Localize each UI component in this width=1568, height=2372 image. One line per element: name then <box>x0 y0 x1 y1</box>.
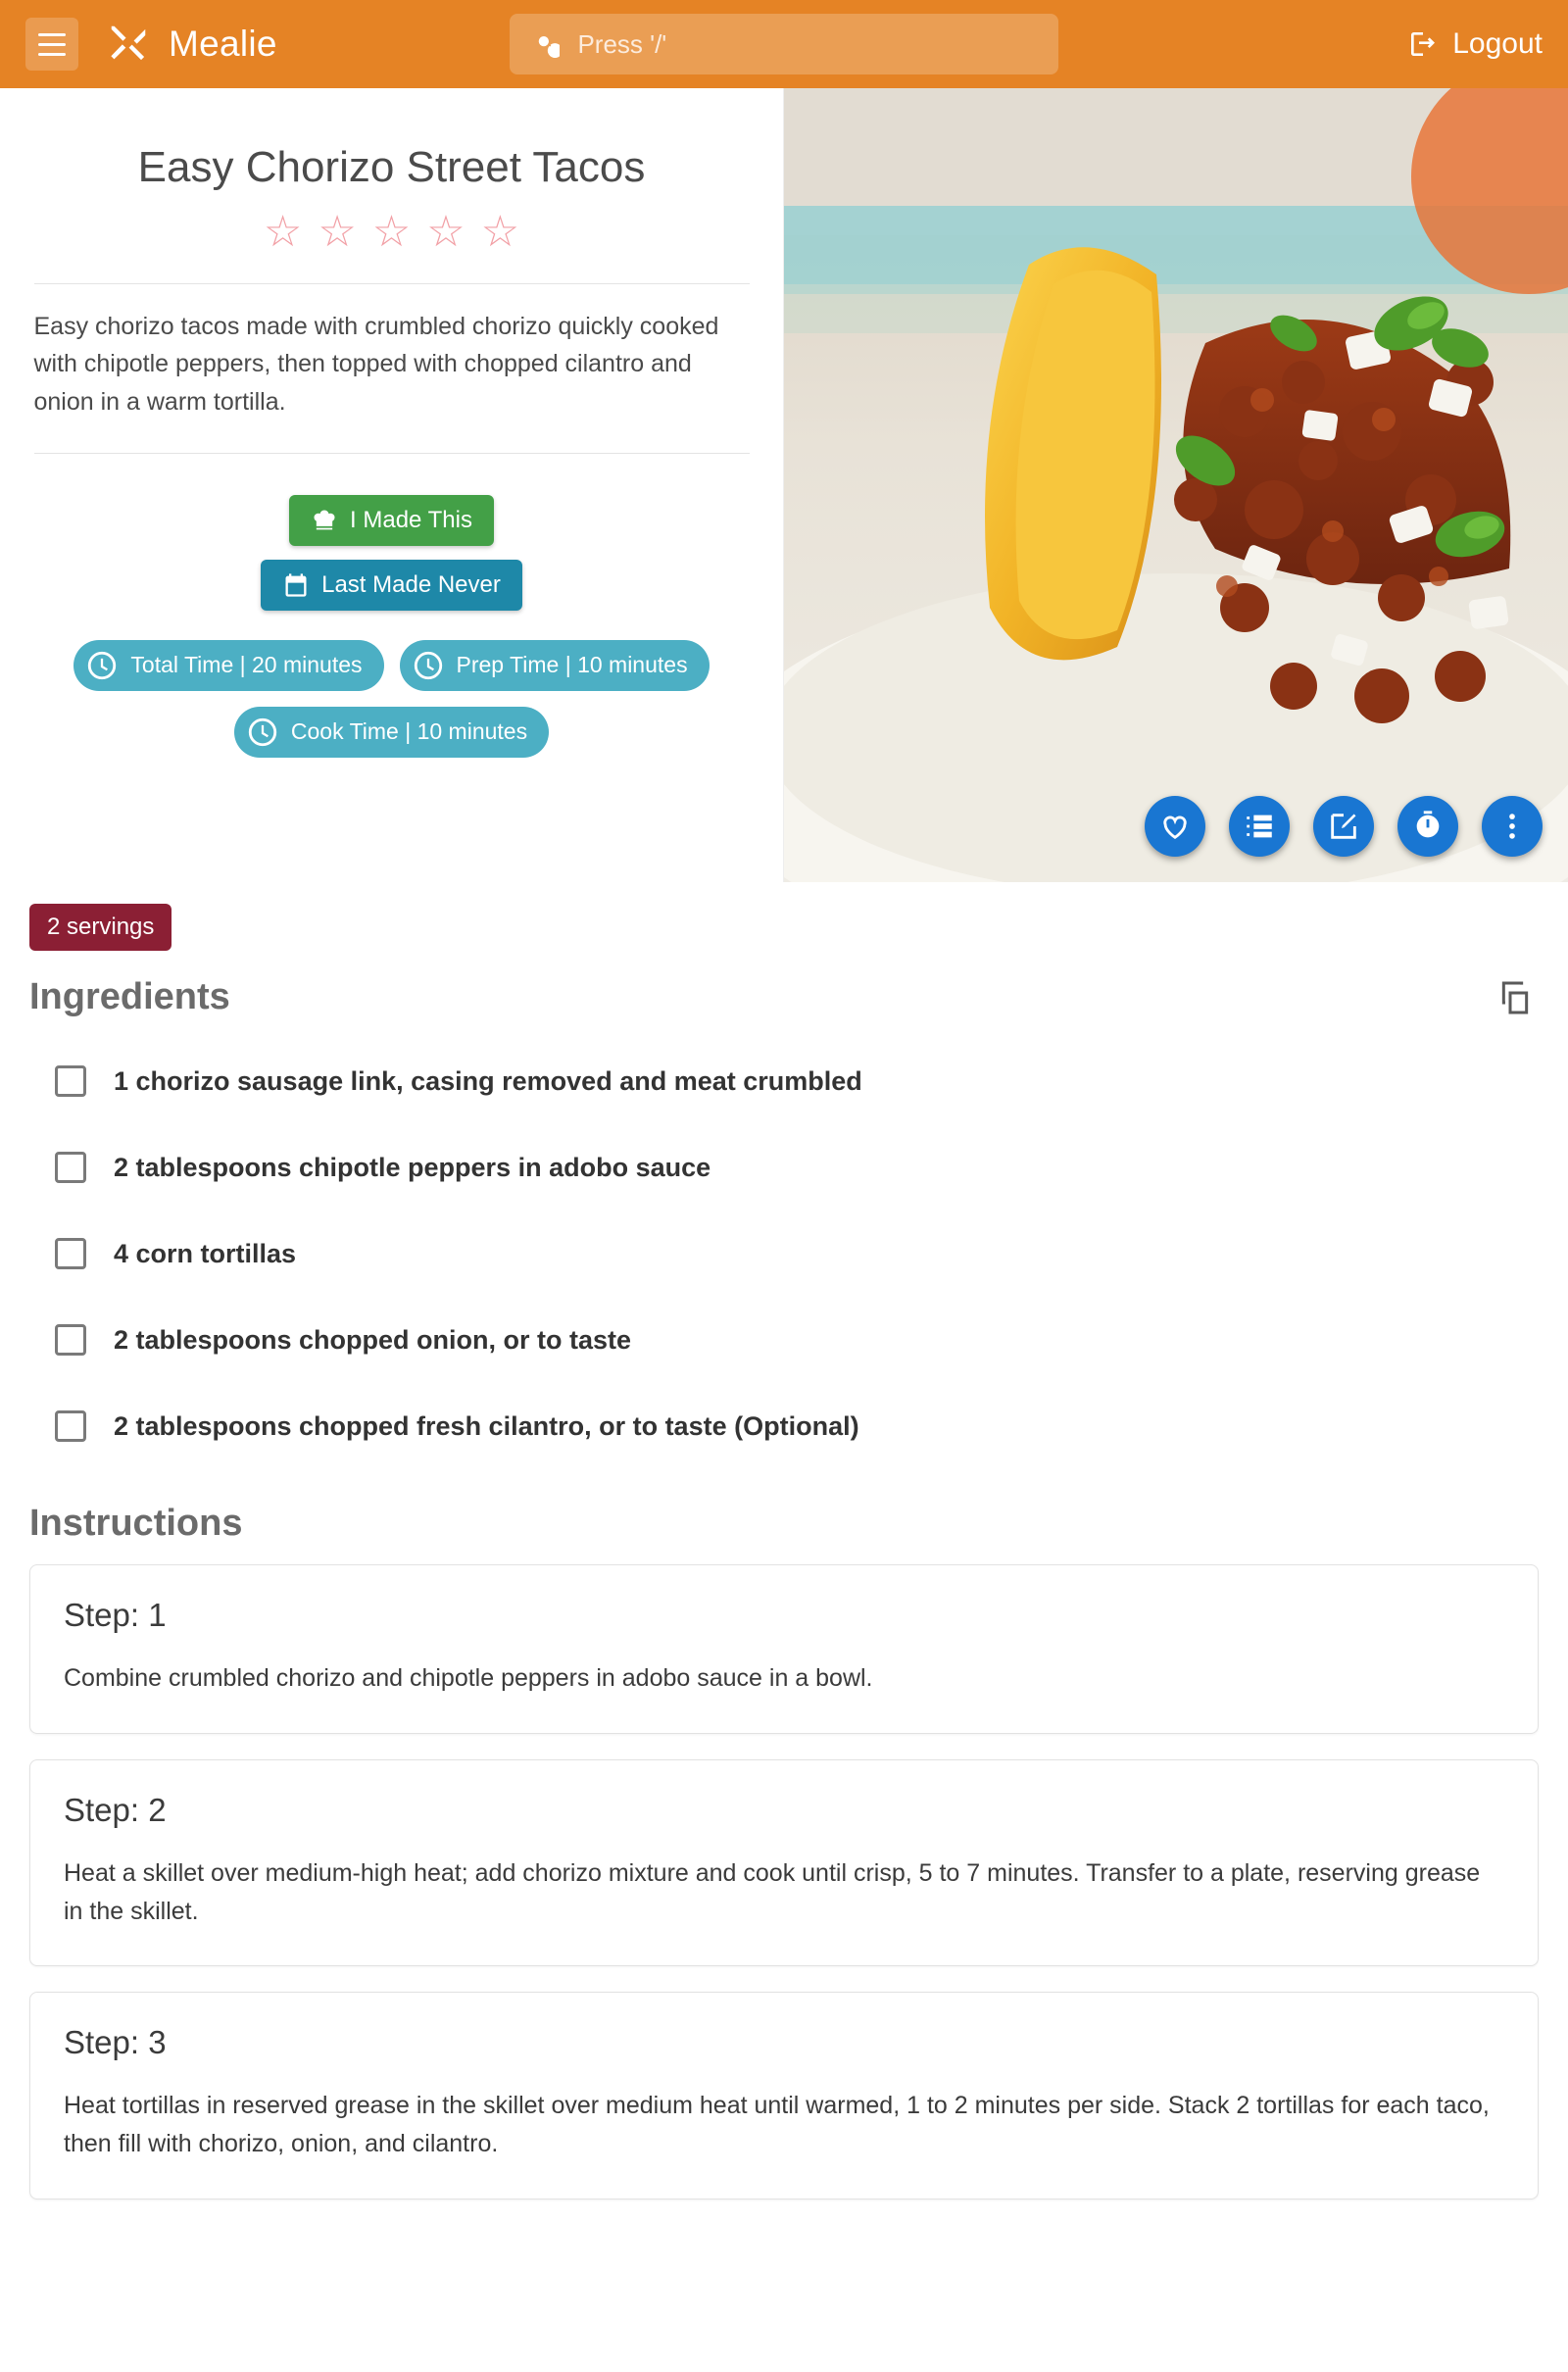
clock-icon <box>85 649 119 682</box>
divider <box>34 453 750 454</box>
ingredient-checkbox[interactable] <box>55 1324 86 1356</box>
hamburger-bar <box>38 53 66 56</box>
edit-icon[interactable] <box>1313 796 1374 857</box>
rating-star[interactable]: ☆ <box>371 207 412 256</box>
recipe-action-buttons <box>1145 796 1543 857</box>
ingredient-label: 1 chorizo sausage link, casing removed and meat crumbled <box>114 1065 862 1096</box>
list-item[interactable] <box>55 1211 1539 1297</box>
list-item[interactable] <box>55 1383 1539 1469</box>
last-made-button[interactable] <box>261 560 522 611</box>
recipe-hero <box>0 88 1568 882</box>
servings-badge[interactable]: 2 servings <box>29 904 172 951</box>
copy-icon[interactable] <box>1495 978 1535 1017</box>
ingredients-list <box>0 1026 1568 1469</box>
logout-label: Logout <box>1452 27 1543 60</box>
rating-star[interactable]: ☆ <box>263 207 303 256</box>
rating-star[interactable]: ☆ <box>318 207 357 256</box>
ingredient-checkbox[interactable] <box>55 1152 86 1183</box>
ingredient-checkbox[interactable] <box>55 1410 86 1442</box>
instruction-step[interactable] <box>29 1564 1539 1734</box>
chef-hat-icon <box>311 507 338 534</box>
clock-icon <box>246 716 279 749</box>
recipe-scale-icon[interactable] <box>1229 796 1290 857</box>
hamburger-bar <box>38 33 66 36</box>
list-item[interactable] <box>55 1038 1539 1124</box>
step-title: Step: 1 <box>64 1597 167 1633</box>
made-buttons <box>261 495 522 611</box>
time-chip-label: Total Time | 20 minutes <box>130 652 363 678</box>
brand[interactable] <box>106 22 277 67</box>
more-options-icon[interactable] <box>1482 796 1543 857</box>
step-text: Combine crumbled chorizo and chipotle peppers in adobo sauce in a bowl. <box>64 1664 873 1692</box>
step-text: Heat tortillas in reserved grease in the skillet over medium heat until warmed, 1 to 2 minutes per side. Stack 2 tortillas for each taco, then fill with chorizo, onion, and cilantro. <box>64 2092 1490 2157</box>
instructions-heading: Instructions <box>29 1503 243 1544</box>
hamburger-bar <box>38 43 66 46</box>
ingredient-label: 2 tablespoons chopped fresh cilantro, or to taste (Optional) <box>114 1410 859 1441</box>
ingredient-label: 4 corn tortillas <box>114 1238 297 1268</box>
rating-stars[interactable] <box>263 207 520 256</box>
search-icon <box>533 29 560 59</box>
timer-icon[interactable] <box>1397 796 1458 857</box>
search-input[interactable] <box>575 28 1035 61</box>
time-chips <box>20 640 764 758</box>
instructions-header <box>0 1469 1568 1549</box>
logout-button[interactable] <box>1407 27 1543 61</box>
step-text: Heat a skillet over medium-high heat; add chorizo mixture and cook until crisp, 5 to 7 minutes. Transfer to a plate, reserving grease in the skillet. <box>64 1858 1481 1925</box>
ingredient-label: 2 tablespoons chipotle peppers in adobo sauce <box>114 1152 711 1182</box>
logout-icon <box>1407 28 1439 60</box>
time-chip <box>400 640 710 691</box>
instructions-list <box>0 1549 1568 2239</box>
rating-star[interactable]: ☆ <box>426 207 466 256</box>
servings-row <box>0 882 1568 951</box>
time-chip <box>74 640 383 691</box>
ingredient-checkbox[interactable] <box>55 1065 86 1097</box>
taco-photo <box>784 88 1568 882</box>
step-title: Step: 2 <box>64 1791 167 1828</box>
app-header <box>0 0 1568 88</box>
fork-knife-logo-icon <box>106 22 151 67</box>
brand-name: Mealie <box>169 24 277 64</box>
menu-toggle-button[interactable] <box>25 18 78 71</box>
i-made-this-button[interactable] <box>289 495 494 546</box>
time-chip-label: Cook Time | 10 minutes <box>290 718 528 745</box>
page-title: Easy Chorizo Street Tacos <box>137 143 646 191</box>
list-item[interactable] <box>55 1297 1539 1383</box>
i-made-this-label: I Made This <box>350 506 472 533</box>
ingredient-checkbox[interactable] <box>55 1238 86 1269</box>
search-box[interactable] <box>510 14 1058 74</box>
time-chip-label: Prep Time | 10 minutes <box>456 652 688 678</box>
step-title: Step: 3 <box>64 2024 167 2061</box>
ingredients-heading: Ingredients <box>29 976 230 1017</box>
ingredient-label: 2 tablespoons chopped onion, or to taste <box>114 1324 632 1355</box>
divider <box>34 283 750 284</box>
recipe-description: Easy chorizo tacos made with crumbled chorizo quickly cooked with chipotle peppers, then topped with chopped cilantro and onion in a warm tortilla. <box>33 312 719 417</box>
last-made-label: Last Made Never <box>321 570 501 598</box>
ingredients-header <box>0 951 1568 1026</box>
time-chip <box>234 707 549 758</box>
clock-icon <box>412 649 445 682</box>
calendar-icon <box>282 571 310 599</box>
instruction-step[interactable] <box>29 1759 1539 1967</box>
recipe-image <box>784 88 1568 882</box>
list-item[interactable] <box>55 1124 1539 1211</box>
favorite-heart-icon[interactable] <box>1145 796 1205 857</box>
instruction-step[interactable] <box>29 1992 1539 2199</box>
recipe-summary <box>0 88 784 882</box>
rating-star[interactable]: ☆ <box>480 207 520 256</box>
